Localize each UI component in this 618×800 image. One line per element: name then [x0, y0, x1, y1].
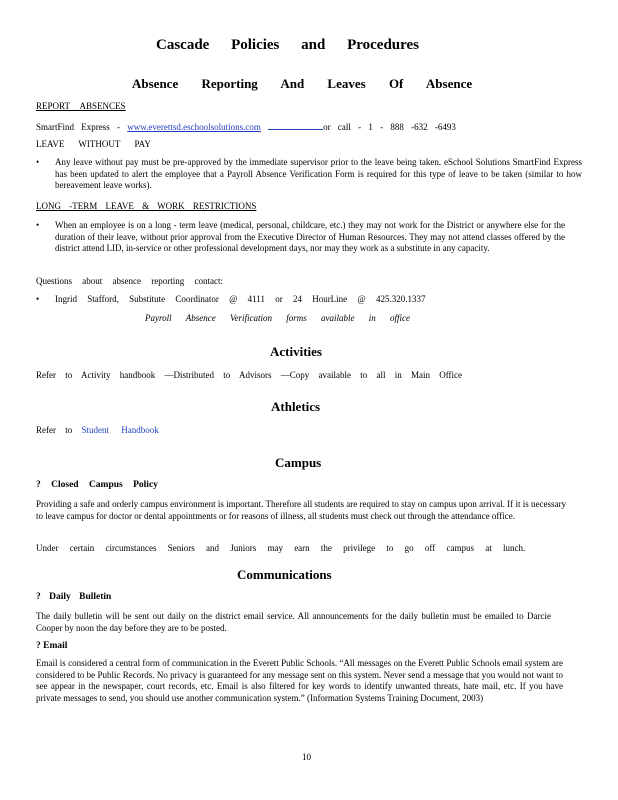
activities-heading: Activities: [270, 344, 322, 359]
closed-campus-title: ? Closed Campus Policy: [36, 480, 158, 490]
daily-bulletin-text: The daily bulletin will be sent out daily on the district email service. All announcements for the daily bulletin must be emailed to Darcie Cooper by noon the day before they are to be posted.: [36, 611, 551, 633]
bullet-icon: •: [36, 220, 40, 230]
forms-note: Payroll Absence Verification forms available in office: [145, 313, 410, 323]
athletics-heading: Athletics: [271, 399, 321, 414]
long-term-text: When an employee is on a long - term leave (medical, personal, childcare, etc.) they may not work for the District or anywhere else for the duration of their leave, without prior approval from the Executive Director of Human Resources. They may not attend classes offered by the district attend LID, in-service or other professional development days, nor may they work as a substitute in any capacity.: [55, 220, 565, 253]
leave-without-pay-text: Any leave without pay must be pre-approved by the immediate supervisor prior to the leave being taken. eSchool Solutions SmartFind Express has been updated to alert the employee that a Payroll Absence Verification Form is required for this type of leave to be taken (similar to how bereavement leave works).: [55, 157, 582, 190]
link-underline-extension: [268, 121, 323, 130]
smartfind-label: SmartFind Express -: [36, 122, 120, 132]
phone-number: or call - 1 - 888 -632 -6493: [323, 122, 456, 132]
activities-text: Refer to Activity handbook —Distributed to Advisors —Copy available to all in Main Office: [36, 370, 463, 380]
page-subtitle: Absence Reporting And Leaves Of Absence: [132, 76, 473, 91]
email-text: Email is considered a central form of communication in the Everett Public Schools. “All messages on the Everett Public Schools email system are considered to be Public Records. No privacy is guaranteed for any message sent on this system. Never send a message that you would not want to see appear in the newspaper, court records, etc. Email is also filtered for key words to identify unwanted threats, hate mail, etc. If you have private messages to send, you should use another communication system.” (Information Systems Training Document, 2003): [36, 658, 563, 703]
smartfind-link[interactable]: www.everettsd.eschoolsolutions.com: [127, 122, 261, 132]
email-title: ? Email: [36, 641, 68, 651]
campus-paragraph-2: Under certain circumstances Seniors and Juniors may earn the privilege to go off campus at lunch.: [36, 543, 526, 553]
report-absences-heading: REPORT ABSENCES: [36, 101, 126, 111]
campus-heading: Campus: [275, 455, 322, 470]
communications-heading: Communications: [237, 567, 332, 582]
questions-text: Questions about absence reporting contact:: [36, 276, 223, 286]
leave-without-pay-heading: LEAVE WITHOUT PAY: [36, 139, 151, 149]
page-number: 10: [302, 752, 311, 762]
bullet-icon: •: [36, 294, 40, 304]
contact-text: Ingrid Stafford, Substitute Coordinator @ 4111 or 24 HourLine @ 425.320.1337: [55, 294, 426, 304]
student-handbook-link[interactable]: Student Handbook: [81, 425, 159, 435]
bullet-icon: •: [36, 157, 40, 167]
daily-bulletin-title: ? Daily Bulletin: [36, 592, 112, 602]
report-absences-line: [36, 121, 456, 133]
page-title: Cascade Policies and Procedures: [156, 37, 420, 53]
long-term-heading: LONG -TERM LEAVE & WORK RESTRICTIONS: [36, 201, 257, 211]
athletics-prefix: Refer to: [36, 425, 73, 435]
athletics-text: [36, 425, 159, 436]
campus-paragraph-1: Providing a safe and orderly campus environment is important. Therefore all students are required to stay on campus upon arrival. If it is necessary to leave campus for doctor or dental appointments or for reasons of illness, all students must check out through the attendance office.: [36, 499, 566, 521]
